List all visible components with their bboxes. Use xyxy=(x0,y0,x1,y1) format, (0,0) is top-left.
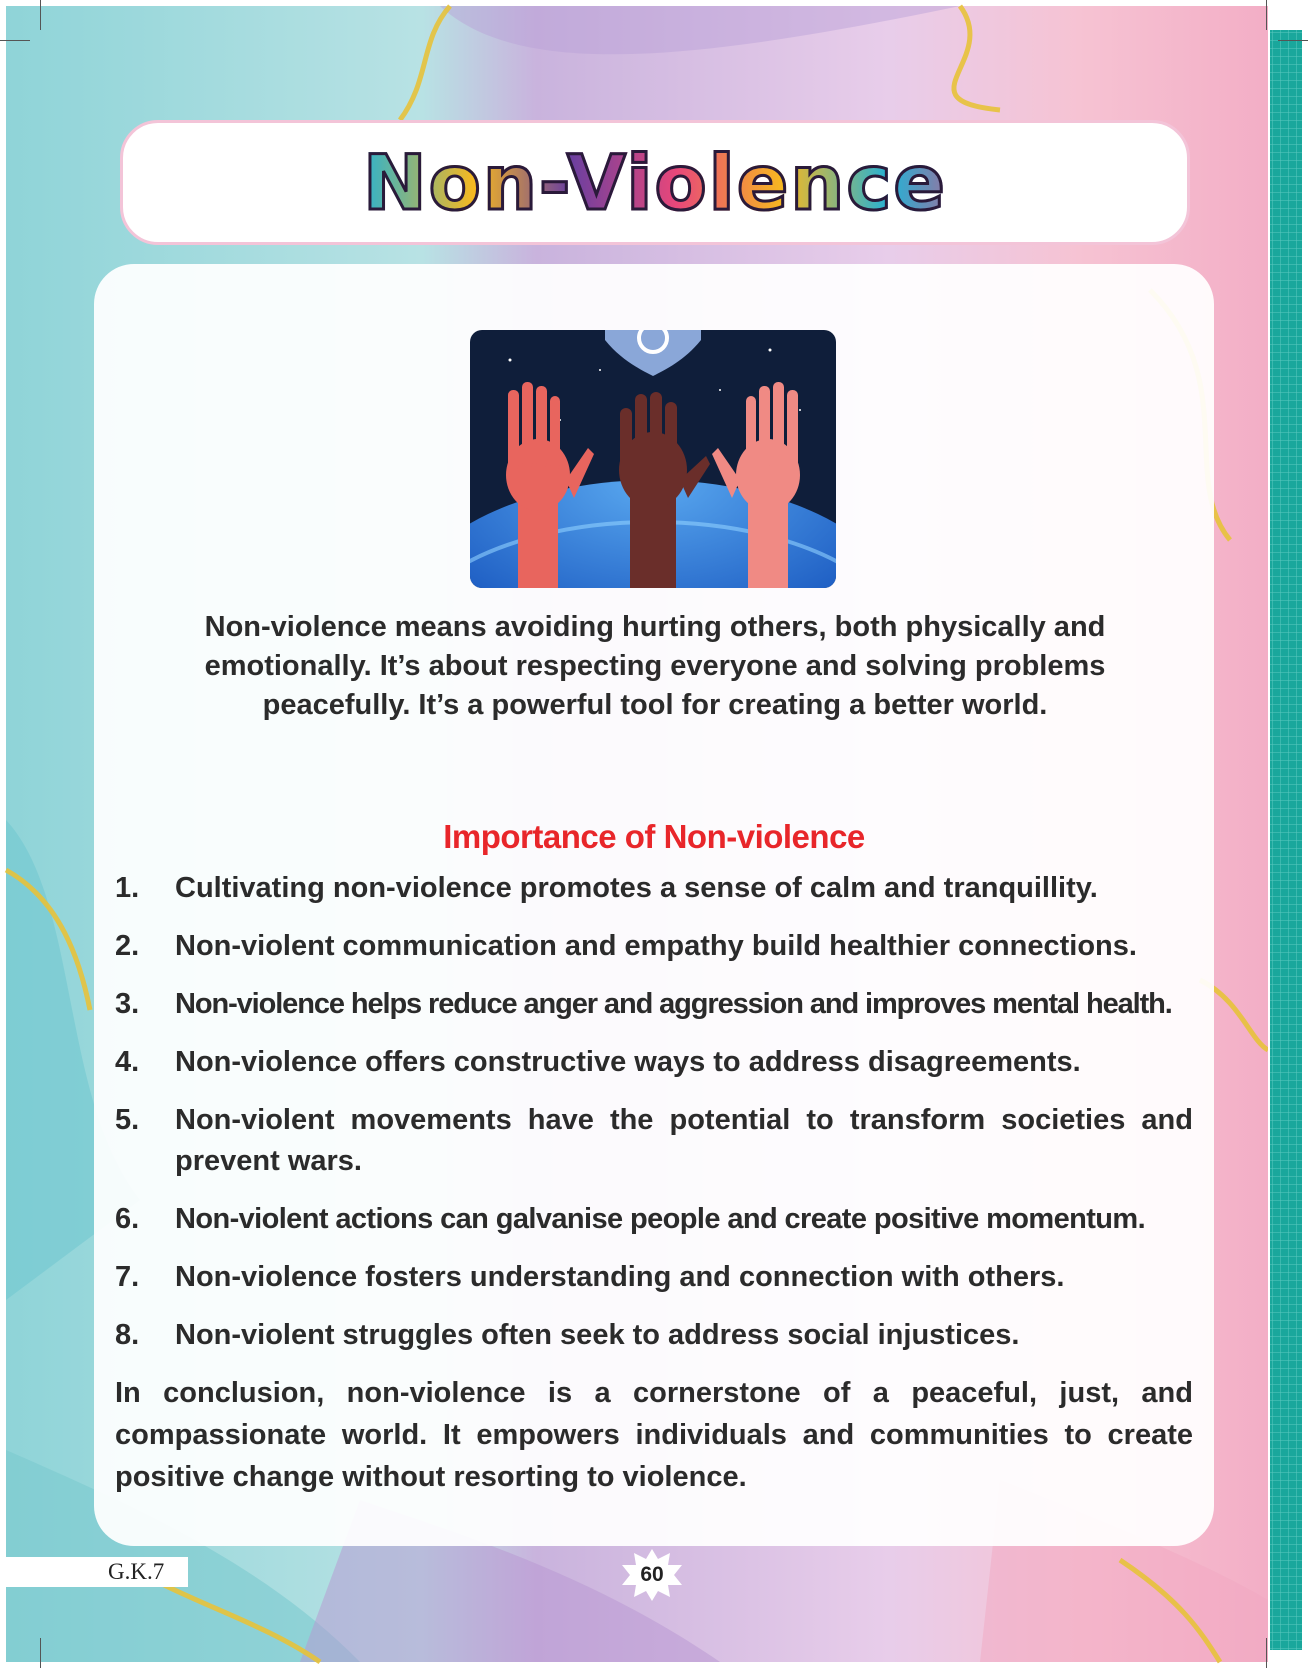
intro-paragraph xyxy=(160,608,1150,725)
crop-mark-tr-h xyxy=(1278,40,1308,41)
page-title: Non-Violence xyxy=(123,143,1187,223)
intro-line: emotionally. It’s about respecting everyone and solving problems xyxy=(204,650,1106,682)
list-item xyxy=(115,1199,1193,1240)
peace-hands-illustration xyxy=(470,330,836,588)
list-number: 4. xyxy=(115,1046,140,1078)
crop-mark-tr-v xyxy=(1266,0,1267,30)
list-number: 6. xyxy=(115,1203,140,1235)
list-number: 8. xyxy=(115,1319,140,1351)
crop-mark-br-v xyxy=(1266,1638,1267,1668)
crop-mark-tl-v xyxy=(40,0,41,30)
title-banner xyxy=(120,120,1190,245)
list-number: 1. xyxy=(115,872,140,904)
intro-line: peacefully. It’s a powerful tool for creating a better world. xyxy=(262,689,1048,721)
list-text: Non-violent actions can galvanise people and create positive momentum. xyxy=(175,1203,1146,1235)
list-number: 5. xyxy=(115,1104,140,1136)
list-number: 2. xyxy=(115,930,140,962)
list-number: 7. xyxy=(115,1261,140,1293)
list-item xyxy=(115,868,1193,909)
list-item xyxy=(115,1257,1193,1298)
crop-mark-tl-h xyxy=(0,40,30,41)
crop-mark-bl-v xyxy=(40,1638,41,1668)
list-item xyxy=(115,1042,1193,1083)
page-number-badge xyxy=(620,1549,684,1601)
list-text: Non-violent struggles often seek to address social injustices. xyxy=(175,1319,1020,1351)
list-text: Non-violent movements have the potential to transform societies and prevent wars. xyxy=(175,1104,1193,1177)
list-item xyxy=(115,926,1193,967)
list-text: Cultivating non-violence promotes a sense of calm and tranquillity. xyxy=(175,872,1098,904)
list-text: Non-violence offers constructive ways to address disagreements. xyxy=(175,1046,1081,1078)
list-text: Non-violent communication and empathy build healthier connections. xyxy=(175,930,1137,962)
conclusion-paragraph: In conclusion, non-violence is a cornerstone of a peaceful, just, and compassionate world. It empowers individuals and communities to create positive change without resorting to violence. xyxy=(115,1377,1193,1493)
list-item xyxy=(115,1100,1193,1182)
intro-line: Non-violence means avoiding hurting others, both physically and xyxy=(204,611,1106,643)
section-heading: Importance of Non-violence xyxy=(443,818,865,855)
list-item xyxy=(115,1315,1193,1356)
list-number: 3. xyxy=(115,988,140,1020)
list-text: Non-violence fosters understanding and connection with others. xyxy=(175,1261,1065,1293)
importance-list xyxy=(115,868,1193,1373)
page-number: 60 xyxy=(640,1563,664,1586)
list-text: Non-violence helps reduce anger and aggression and improves mental health. xyxy=(175,988,1172,1020)
list-item xyxy=(115,984,1193,1025)
book-label: G.K.7 xyxy=(6,1557,188,1587)
